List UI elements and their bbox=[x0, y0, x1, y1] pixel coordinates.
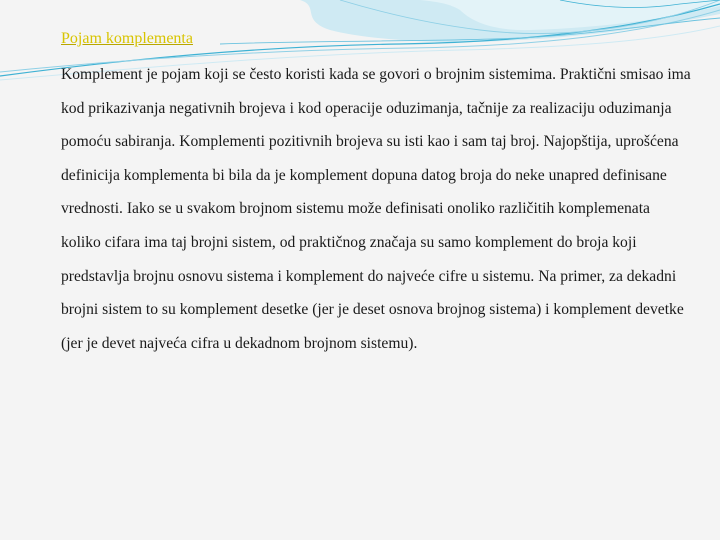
slide-title[interactable]: Pojam komplementa bbox=[61, 30, 193, 47]
slide-body-text: Komplement je pojam koji se često koristi kada se govori o brojnim sistemima. Praktični smisao ima kod prikazivanja negativnih brojeva i kod operacije oduzimanja, tačnije za realizaciju oduzimanja pomoću sabiranja. Komplementi pozitivnih brojeva su isti kao i sam taj broj. Najopštija, uprošćena definicija komplementa bi bila da je komplement dopuna datog broja do neke unapred definisane vrednosti. Iako se u svakom brojnom sistemu može definisati onoliko različitih komplemenata koliko cifara ima taj brojni sistem, od praktičnog značaja su samo komplement do broja koji predstavlja brojnu osnovu sistema i komplement do najveće cifre u sistemu. Na primer, za dekadni brojni sistem to su komplement desetke (jer je deset osnova brojnog sistema) i komplement devetke (jer je devet najveća cifra u dekadnom brojnom sistemu). bbox=[61, 66, 691, 352]
